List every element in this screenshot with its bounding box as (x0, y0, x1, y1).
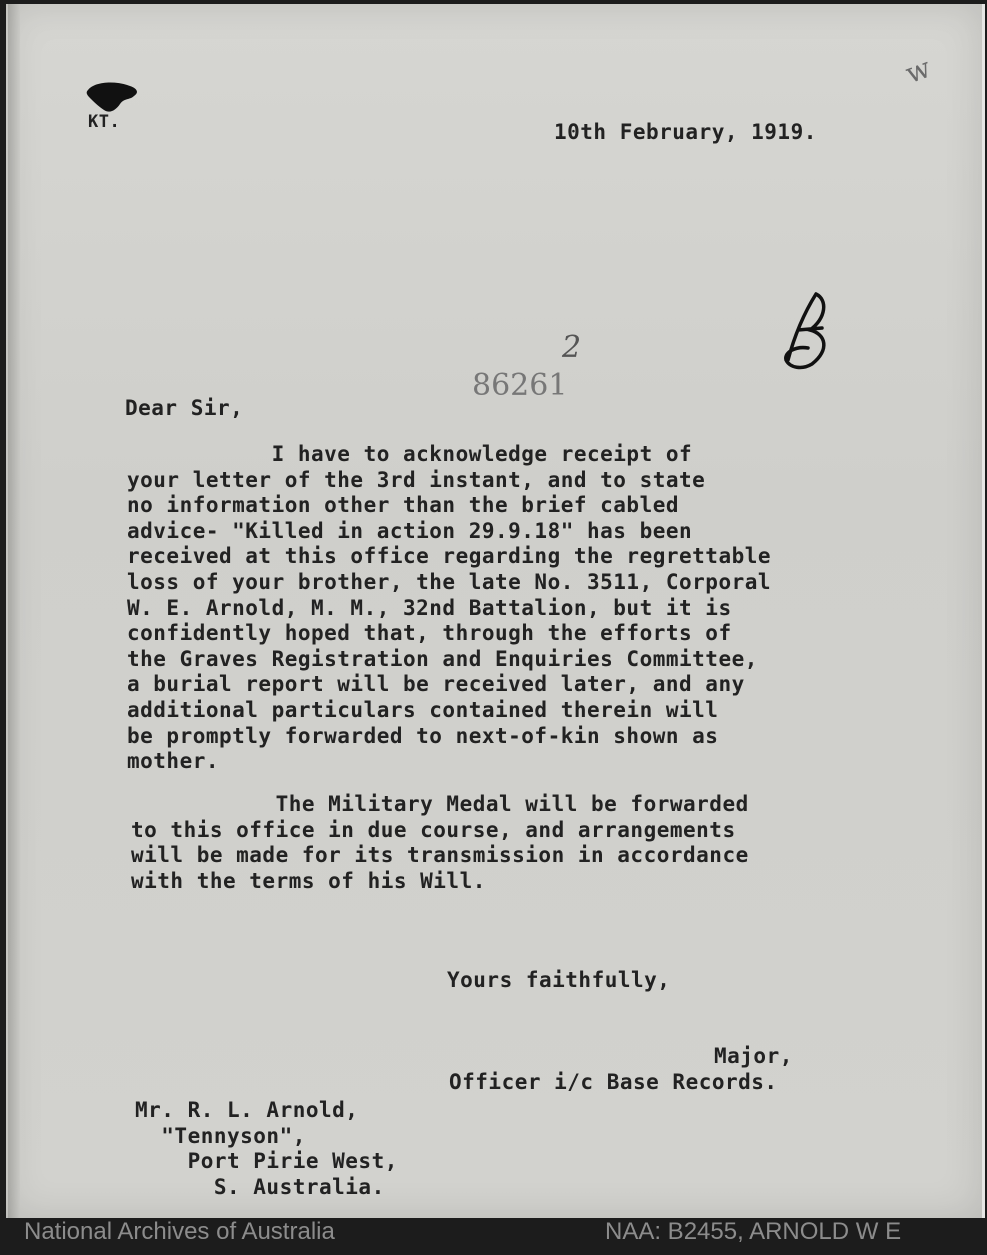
reference-code: KT. (88, 112, 121, 132)
closing: Yours faithfully, (447, 968, 671, 992)
handwritten-initials-icon (776, 290, 836, 376)
text-line: the Graves Registration and Enquiries Committee, (127, 646, 758, 671)
file-number-correction: 2 (562, 330, 582, 365)
text-line: your letter of the 3rd instant, and to state (127, 467, 706, 492)
text-line: W. E. Arnold, M. M., 32nd Battalion, but it is (127, 595, 732, 620)
text-line: be promptly forwarded to next-of-kin shown as (127, 723, 719, 748)
letter-date: 10th February, 1919. (554, 120, 817, 144)
text-line: no information other than the brief cabled (127, 493, 680, 518)
text-line: received at this office regarding the regrettable (127, 544, 772, 569)
addressee-block (135, 1098, 398, 1200)
text-line: Port Pirie West, (135, 1149, 398, 1174)
paragraph-2 (131, 792, 749, 894)
corner-pencil-mark: w (901, 50, 935, 91)
signatory-rank: Major, (714, 1044, 793, 1068)
text-line: I have to acknowledge receipt of (127, 442, 693, 466)
text-line: The Military Medal will be forwarded (131, 792, 749, 816)
text-line: additional particulars contained therein will (127, 697, 719, 722)
text-line: to this office in due course, and arrangements (131, 817, 736, 842)
letter-sheet (6, 4, 985, 1218)
text-line: "Tennyson", (135, 1123, 306, 1148)
text-line: will be made for its transmission in accordance (131, 843, 749, 868)
signatory-title: Officer i/c Base Records. (449, 1070, 778, 1094)
text-line: with the terms of his Will. (131, 868, 486, 893)
footer-archive-name: National Archives of Australia (24, 1218, 335, 1245)
text-line: a burial report will be received later, and any (127, 672, 745, 697)
paper-edge-stain (8, 4, 20, 1218)
text-line: advice- "Killed in action 29.9.18" has been (127, 518, 693, 543)
file-number: 86261 (472, 368, 568, 403)
text-line: S. Australia. (135, 1174, 385, 1199)
paragraph-1 (127, 442, 771, 775)
salutation: Dear Sir, (125, 396, 244, 420)
text-line: confidently hoped that, through the efforts of (127, 621, 732, 646)
text-line: Mr. R. L. Arnold, (135, 1098, 359, 1122)
footer-reference: NAA: B2455, ARNOLD W E (605, 1218, 902, 1245)
text-line: loss of your brother, the late No. 3511, Corporal (127, 569, 772, 594)
text-line: mother. (127, 749, 220, 774)
